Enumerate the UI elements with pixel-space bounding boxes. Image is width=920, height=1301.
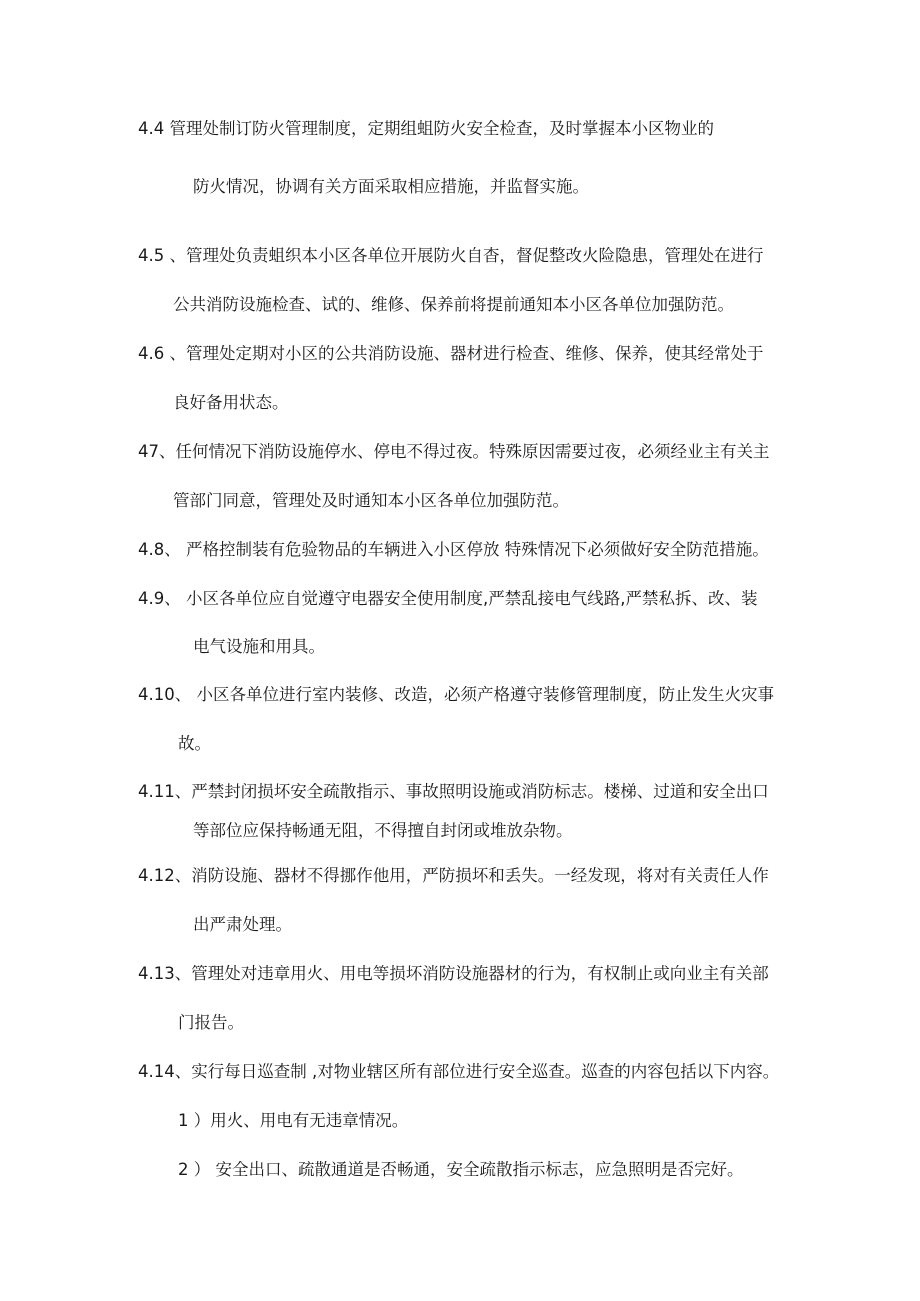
text-line-4-7: 47、任何情况下消防设施停水、停电不得过夜。特殊原因需要过夜，必须经业主有关主 [138, 442, 770, 461]
text-line-4-13-cont: 门报告。 [178, 1013, 244, 1032]
text-line-4-6-cont: 良好备用状态。 [173, 393, 289, 412]
text-line-4-10-cont: 故。 [178, 734, 211, 753]
text-line-4-11-cont: 等部位应保持畅通无阻，不得擅自封闭或堆放杂物。 [193, 821, 573, 840]
text-line-4-14: 4.14、实行每日巡查制 ,对物业辖区所有部位进行安全巡查。巡查的内容包括以下内容。 [138, 1062, 780, 1081]
text-line-4-9-cont: 电气设施和用具。 [193, 637, 325, 656]
text-line-4-5-cont: 公共消防设施检查、试的、维修、保养前将提前通知本小区各单位加强防范。 [173, 295, 734, 314]
text-line-4-9: 4.9、 小区各单位应自觉遵守电器安全使用制度,严禁乱接电气线路,严禁私拆、改、装 [138, 589, 758, 608]
text-line-4-4-cont: 防火情况，协调有关方面采取相应措施，并监督实施。 [193, 177, 589, 196]
text-line-4-7-cont: 管部门同意，管理处及时通知本小区各单位加强防范。 [173, 491, 569, 510]
text-line-4-13: 4.13、管理处对违章用火、用电等损坏消防设施器材的行为，有权制止或向业主有关部 [138, 964, 769, 983]
text-line-4-12: 4.12、消防设施、器材不得挪作他用，严防损坏和丢失。一经发现，将对有关责任人作 [138, 866, 769, 885]
text-line-4-10: 4.10、 小区各单位进行室内装修、改造，必须产格遵守装修管理制度，防止发生火灾事 [138, 685, 774, 704]
text-line-4-11: 4.11、严禁封闭损坏安全疏散指示、事故照明设施或消防标志。楼梯、过道和安全出口 [138, 782, 769, 801]
text-line-4-8: 4.8、 严格控制装有危验物品的车辆进入小区停放 特殊情况下必须做好安全防范措施。 [138, 540, 769, 559]
text-line-item-1: 1 ）用火、用电有无违章情况。 [178, 1111, 409, 1130]
text-line-item-2: 2 ） 安全出口、疏散通道是否畅通，安全疏散指示标志，应急照明是否完好。 [178, 1160, 744, 1179]
text-line-4-12-cont: 出严肃处理。 [193, 915, 292, 934]
text-line-4-6: 4.6 、管理处定期对小区的公共消防设施、器材进行检查、维修、保养，使其经常处于 [138, 344, 764, 363]
text-line-4-5: 4.5 、管理处负责蛆织本小区各单位开展防火自杳，督促整改火险隐患，管理处在进行 [138, 246, 764, 265]
text-line-4-4: 4.4 管理处制订防火管理制度，定期组蛆防火安全检查，及时掌握本小区物业的 [138, 119, 714, 138]
